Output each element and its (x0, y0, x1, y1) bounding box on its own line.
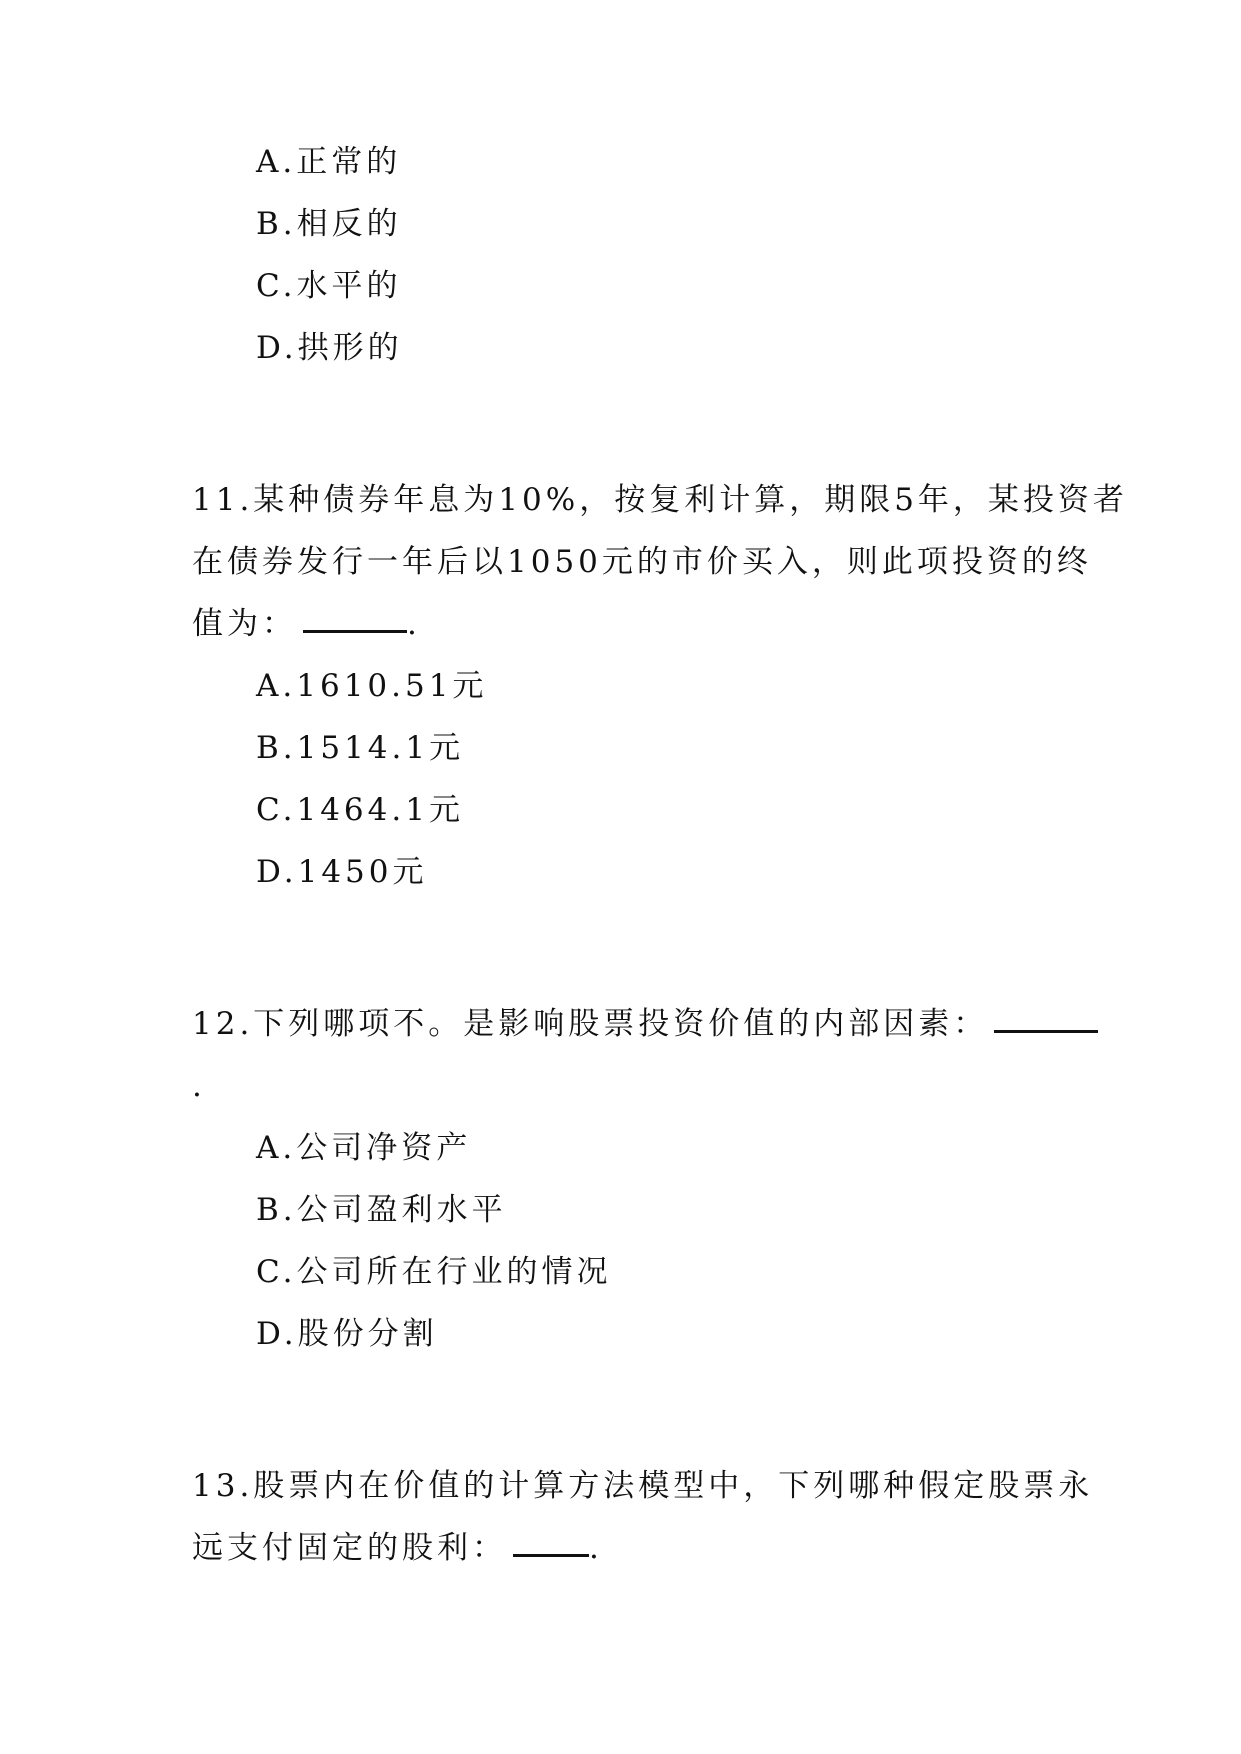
q13-end-period: . (589, 1530, 599, 1566)
q13-text-line2 (192, 1528, 599, 1568)
q12-option-d: D.股份分割 (256, 1316, 438, 1352)
q11-text-line3-label: 值为： (192, 606, 297, 642)
q13-text-line1: 13.股票内在价值的计算方法模型中，下列哪种假定股票永 (192, 1468, 1094, 1504)
q12-end-period-text: . (192, 1068, 202, 1104)
q12-text-line1 (192, 1004, 1098, 1044)
q12-option-a: A.公司净资产 (256, 1130, 472, 1166)
q11-option-b: B.1514.1元 (256, 730, 465, 766)
q11-option-d: D.1450元 (256, 854, 428, 890)
q13-text-line2-label: 远支付固定的股利： (192, 1530, 507, 1566)
q10-option-b: B.相反的 (256, 206, 402, 242)
q10-option-d: D.拱形的 (256, 330, 403, 366)
q12-text-label: 12.下列哪项不。是影响股票投资价值的内部因素： (192, 1006, 989, 1042)
q12-answer-blank (994, 1008, 1098, 1033)
q12-option-b: B.公司盈利水平 (256, 1192, 507, 1228)
q11-text-line2: 在债券发行一年后以1050元的市价买入，则此项投资的终 (192, 544, 1092, 580)
q10-option-a: A.正常的 (256, 144, 402, 180)
q11-text-line1: 11.某种债券年息为10%，按复利计算，期限5年，某投资者 (192, 482, 1128, 518)
q10-option-c: C.水平的 (256, 268, 402, 304)
q13-answer-blank (513, 1532, 589, 1557)
q11-text-line3 (192, 604, 417, 644)
q11-end-period: . (407, 606, 417, 642)
q11-option-a: A.1610.51元 (256, 668, 488, 704)
q12-option-c: C.公司所在行业的情况 (256, 1254, 612, 1290)
q11-option-c: C.1464.1元 (256, 792, 464, 828)
q12-end-period (192, 1066, 202, 1106)
q11-answer-blank (303, 608, 407, 633)
